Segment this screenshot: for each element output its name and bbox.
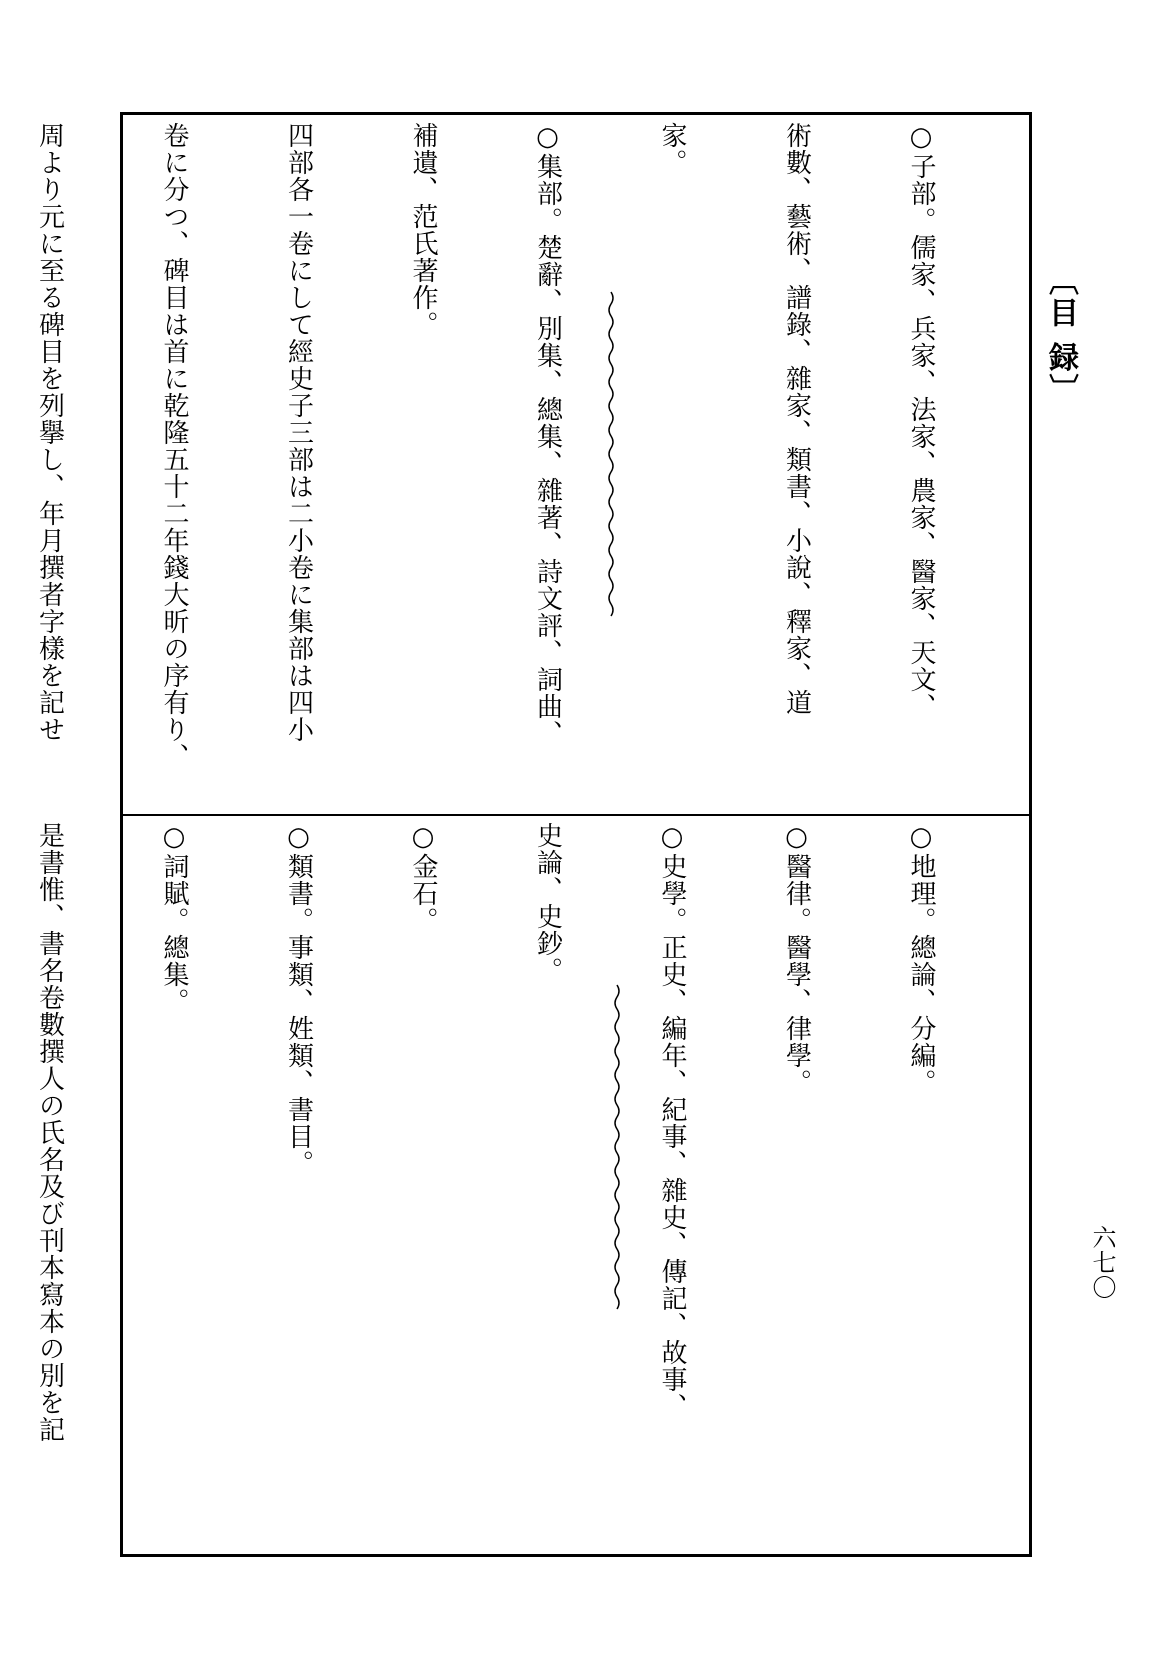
page-number: 六七〇	[1088, 1225, 1116, 1300]
wavy-separator-upper	[606, 292, 616, 622]
section-divider	[123, 814, 1029, 816]
text-line: 是書惟、書名卷數撰人の氏名及び刊本寫本の別を記	[34, 822, 65, 1443]
lower-section	[34, 822, 1024, 1550]
text-line: ○醫律。醫學、律學。	[781, 822, 812, 1096]
running-title: 〔目 録〕	[1043, 265, 1078, 406]
wavy-separator-lower	[612, 985, 622, 1315]
text-line: 史論、史鈔。	[532, 822, 563, 984]
text-line: ○金石。	[408, 822, 438, 934]
text-line: 家。	[657, 122, 687, 176]
text-line: ○類書。事類、姓類、書目。	[283, 822, 314, 1177]
text-line: 術數、藝術、譜錄、雜家、類書、小說、釋家、道	[781, 122, 812, 716]
text-line: ○地理。總論、分編。	[906, 822, 936, 1096]
text-line: 卷に分つ、碑目は首に乾隆五十二年錢大昕の序有り、	[159, 122, 189, 770]
lower-text	[34, 822, 1024, 1550]
upper-section	[34, 122, 1024, 808]
text-line: ○史學。正史、編年、紀事、雜史、傳記、故事、	[657, 822, 687, 1420]
text-line: ○子部。儒家、兵家、法家、農家、醫家、天文、	[906, 122, 936, 720]
text-line: 四部各一卷にして經史子三部は二小卷に集部は四小	[283, 122, 314, 743]
text-line: ○詞賦。總集。	[159, 822, 189, 1015]
text-line: 周より元に至る碑目を列擧し、年月撰者字樣を記せ	[34, 122, 65, 743]
text-line: 補遺、范氏著作。	[408, 122, 438, 338]
text-line: ○集部。楚辭、別集、總集、雜著、詩文評、詞曲、	[532, 122, 563, 747]
upper-text	[34, 122, 1024, 808]
